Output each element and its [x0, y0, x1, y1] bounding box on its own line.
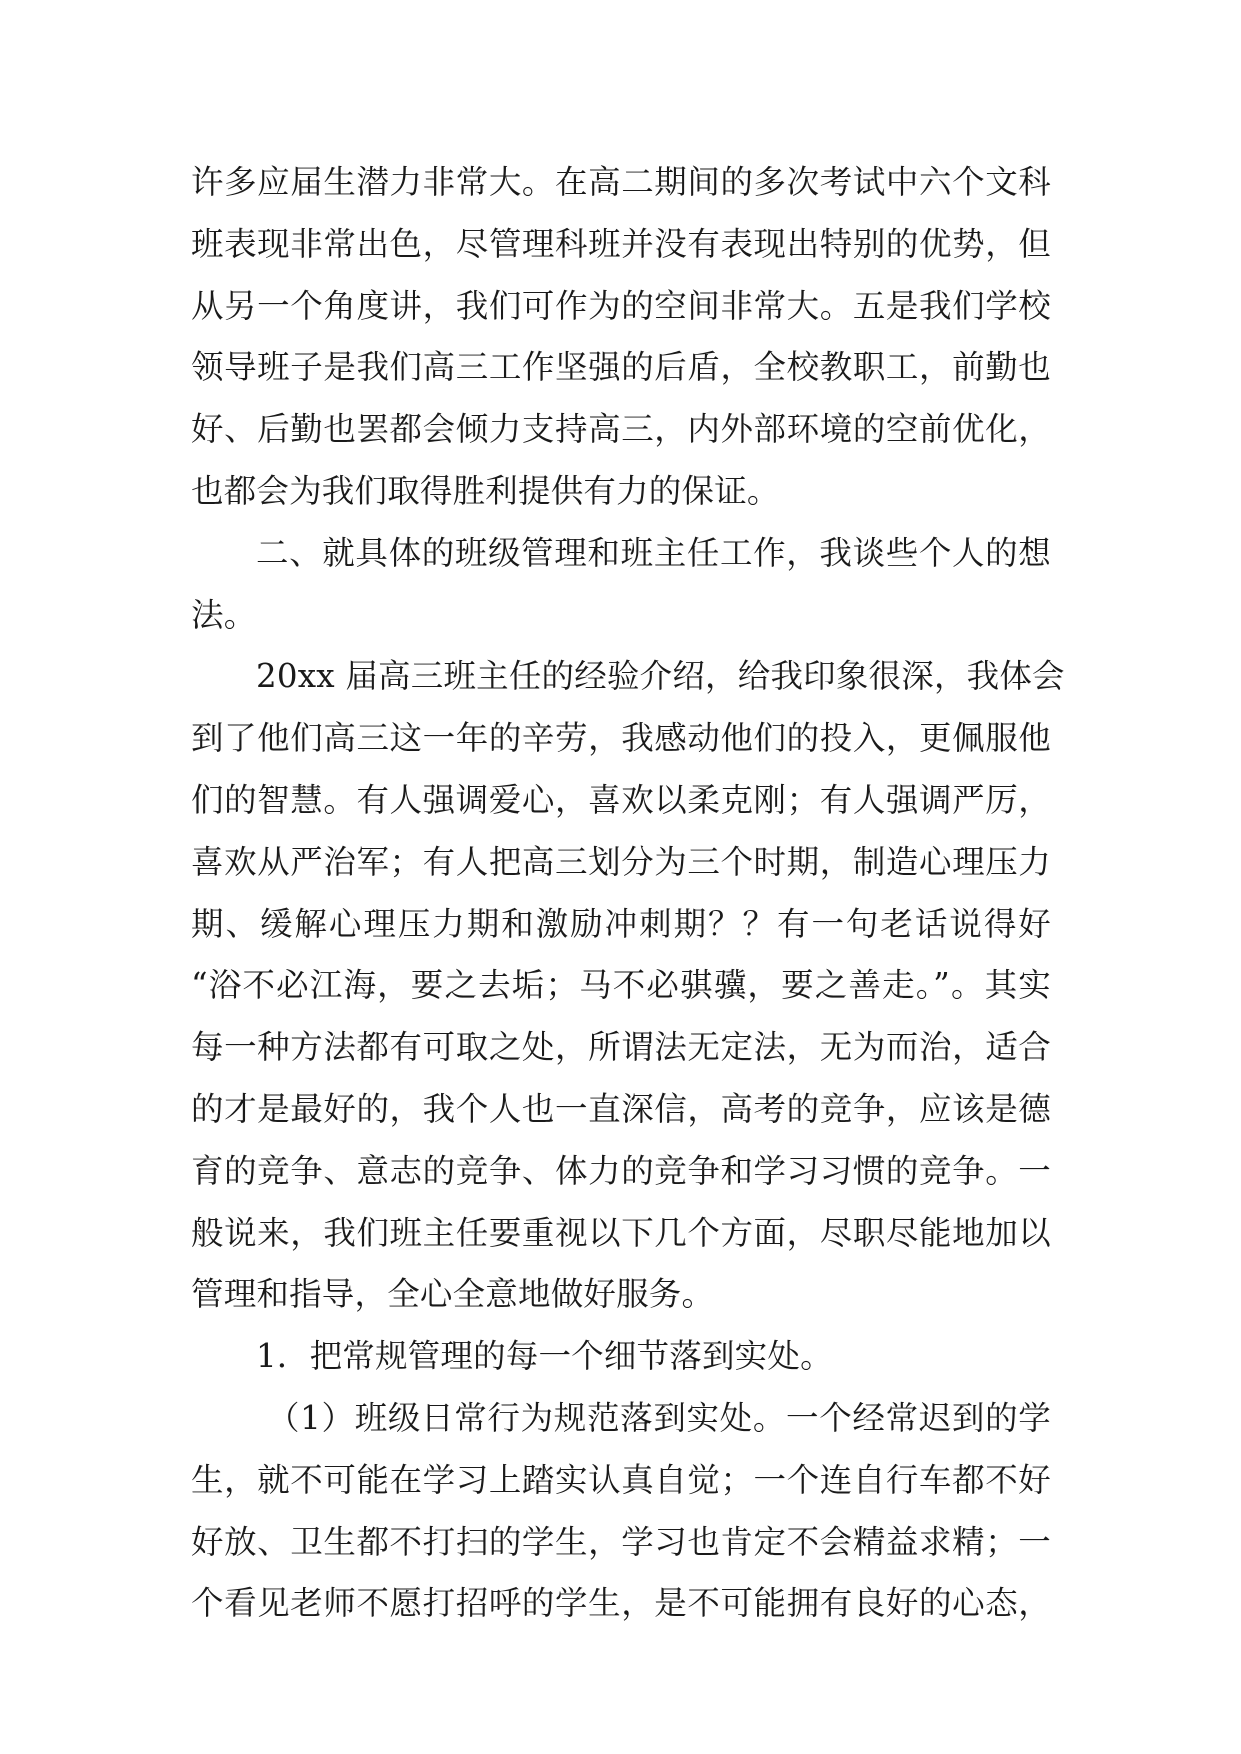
- list-heading-line: 1．把常规管理的每一个细节落到实处。: [256, 1337, 833, 1376]
- text-line: 生，就不可能在学习上踏实认真自觉；一个连自行车都不好: [191, 1460, 1051, 1499]
- text-line: 班表现非常出色，尽管理科班并没有表现出特别的优势，但: [191, 224, 1051, 263]
- text-line: 管理和指导，全心全意地做好服务。: [191, 1275, 715, 1314]
- text-line: 个看见老师不愿打招呼的学生，是不可能拥有良好的心态，: [191, 1584, 1051, 1623]
- text-line: 20xx 届高三班主任的经验介绍，给我印象很深，我体会: [256, 657, 1065, 696]
- section-heading-line: 法。: [191, 595, 257, 634]
- text-line: 的才是最好的，我个人也一直深信，高考的竞争，应该是德: [191, 1089, 1051, 1128]
- text-line: 领导班子是我们高三工作坚强的后盾，全校教职工，前勤也: [191, 348, 1051, 387]
- text-line: 从另一个角度讲，我们可作为的空间非常大。五是我们学校: [191, 286, 1051, 325]
- text-line: 好放、卫生都不打扫的学生，学习也肯定不会精益求精；一: [191, 1522, 1051, 1561]
- text-line: 期、缓解心理压力期和激励冲刺期？？有一句老话说得好: [191, 904, 1051, 943]
- text-line: 们的智慧。有人强调爱心，喜欢以柔克刚；有人强调严厉，: [191, 780, 1051, 819]
- text-line: 般说来，我们班主任要重视以下几个方面，尽职尽能地加以: [191, 1213, 1051, 1252]
- text-line: 好、后勤也罢都会倾力支持高三，内外部环境的空前优化，: [191, 410, 1051, 449]
- text-line: 喜欢从严治军；有人把高三划分为三个时期，制造心理压力: [191, 842, 1051, 881]
- section-heading-line: 二、就具体的班级管理和班主任工作，我谈些个人的想: [256, 533, 1051, 572]
- text-line: 也都会为我们取得胜利提供有力的保证。: [191, 471, 780, 510]
- text-line: 许多应届生潜力非常大。在高二期间的多次考试中六个文科: [191, 163, 1051, 201]
- document-body: [191, 152, 1065, 1635]
- text-line: （1）班级日常行为规范落到实处。一个经常迟到的学: [267, 1398, 1051, 1437]
- text-line: 到了他们高三这一年的辛劳，我感动他们的投入，更佩服他: [191, 719, 1051, 758]
- text-line: 育的竞争、意志的竞争、体力的竞争和学习习惯的竞争。一: [191, 1151, 1051, 1190]
- text-line: 每一种方法都有可取之处，所谓法无定法，无为而治，适合: [191, 1028, 1051, 1067]
- text-line: “浴不必江海，要之去垢；马不必骐骥，要之善走。”。其实: [191, 966, 1051, 1005]
